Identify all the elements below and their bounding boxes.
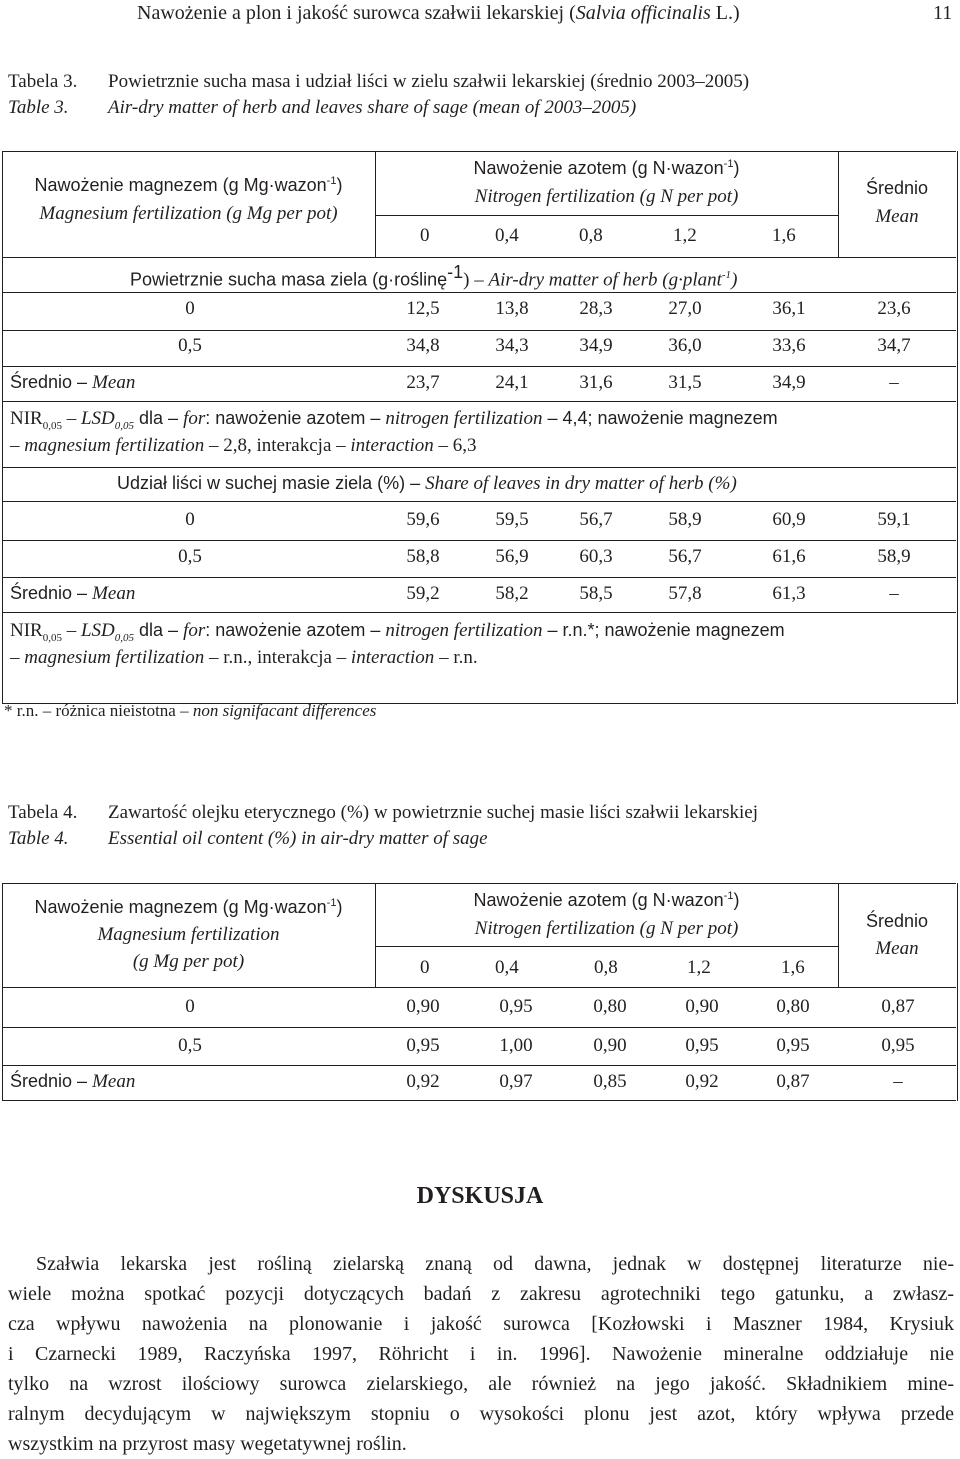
table4-n-subheader-rule: [375, 946, 838, 947]
table4-mg-header-en-2: (g Mg per pot): [132, 951, 245, 972]
table3-s1-r0-v3: 27,0: [668, 298, 702, 319]
paragraph-line: cza wpływu nawożenia na plonowanie i jakość surowca [Kozłowski i Maszner 1984, Krysiuk: [8, 1313, 954, 1335]
table3-rule-9: [2, 540, 956, 541]
table3-n-header-pl: Nawożenie azotem (g N·wazon$^{-1}$): [473, 158, 740, 178]
paragraph-line: ralnym decydującym w największym stopniu o wysokości plonu jest azot, który wpływa przede: [8, 1403, 954, 1425]
table4-r1-v0: 0,95: [406, 1035, 440, 1056]
table3-s1-r1-v0: 34,8: [406, 335, 440, 356]
running-title: Nawożenie a plon i jakość surowca szałwii lekarskiej (: [137, 2, 576, 24]
table3-s2-r1-v1: 56,9: [495, 546, 529, 567]
paragraph-line: tylko na wzrost ilościowy surowca zielarskiego, ale również na jego jakość. Składnikiem mine-: [8, 1373, 954, 1395]
table4-vline-right: [838, 883, 839, 987]
table3-s1-r1-v4: 33,6: [772, 335, 806, 356]
table3-s1-mean-label: Średnio – Mean: [10, 372, 136, 393]
table3-s1-r1-v3: 36,0: [668, 335, 702, 356]
running-header: [137, 2, 740, 25]
table4-rule-4: [2, 1065, 956, 1066]
table3-n-level-2: 0,8: [579, 225, 603, 246]
table3-mg-header-en: Magnesium fertilization (g Mg per pot): [39, 203, 338, 224]
table3-section1-title: Powietrznie sucha masa ziela (g·roślinę$^{-1}$) – Air-dry matter of herb (g·plant$^{-1}$): [130, 262, 738, 291]
table3-vline-right: [838, 151, 839, 258]
table4-mean-v2: 0,85: [593, 1071, 627, 1092]
table3-s2-mean-v2: 58,5: [579, 583, 613, 604]
table4-r1-v3: 0,95: [685, 1035, 719, 1056]
table4-r1-v1: 1,00: [499, 1035, 533, 1056]
table3-s2-r0-v1: 59,5: [495, 509, 529, 530]
table3-s1-r1-v2: 34,9: [579, 335, 613, 356]
table3-s1-r1-v1: 34,3: [495, 335, 529, 356]
table4-bottom-rule: [2, 1100, 956, 1101]
table4-mean-v0: 0,92: [406, 1071, 440, 1092]
table4-r0-mg: 0: [185, 996, 195, 1017]
table3-lsd1-line1: $NIR_{0,05} - LSD_{0,05}$ dla – for: nawożenie azotem – nitrogen fertilization – 4,4; nawożenie magnezem: [10, 408, 778, 432]
table4-label-en: Table 4.: [8, 828, 69, 849]
table3-s2-mean-v4: 61,3: [772, 583, 806, 604]
table3-rule-11: [2, 612, 956, 613]
table3-s1-r0-v1: 13,8: [495, 298, 529, 319]
table3-s1-mean-mean: –: [889, 372, 899, 393]
table4-n-level-0: 0: [420, 957, 430, 978]
table3-s1-r1-mean: 34,7: [877, 335, 911, 356]
table4-r1-v4: 0,95: [776, 1035, 810, 1056]
table4-rule-3: [2, 1027, 956, 1028]
table3-s1-r0-mean: 23,6: [877, 298, 911, 319]
table3-rule-10: [2, 577, 956, 578]
table3-s1-mean-v4: 34,9: [772, 372, 806, 393]
table4-n-header-pl: Nawożenie azotem (g N·wazon$^{-1}$): [473, 890, 740, 910]
table4-mean-v3: 0,92: [685, 1071, 719, 1092]
table3-rule-6: [2, 401, 956, 402]
discussion-paragraph: [8, 1249, 954, 1459]
table4-top-rule: [2, 883, 956, 884]
table3-top-rule: [2, 151, 956, 152]
table3-lsd1-line2: – magnesium fertilization – 2,8, interakcja – interaction – 6,3: [10, 435, 477, 456]
table4-mg-header-pl: Nawożenie magnezem (g Mg·wazon$^{-1}$): [34, 897, 343, 917]
table3-rule-8: [2, 501, 956, 502]
page-number: 11: [933, 2, 953, 24]
table4-r0-v1: 0,95: [499, 996, 533, 1017]
table4-n-level-2: 0,8: [594, 957, 618, 978]
table3-s1-r0-v2: 28,3: [579, 298, 613, 319]
table4-mean-header-pl: Średnio: [865, 911, 929, 931]
table3-s2-r0-v3: 58,9: [668, 509, 702, 530]
table3-lsd2-line1: $NIR_{0,05} - LSD_{0,05}$ dla – for: nawożenie azotem – nitrogen fertilization – r.n.*; nawożenie magnezem: [10, 620, 785, 644]
table3-s1-mean-v1: 24,1: [495, 372, 529, 393]
table4-caption-en: Essential oil content (%) in air-dry matter of sage: [108, 828, 488, 849]
table4-mean-header-en: Mean: [875, 938, 919, 959]
table3-n-subheader-rule: [375, 215, 838, 216]
table3-s1-mean-v0: 23,7: [406, 372, 440, 393]
table4-n-level-1: 0,4: [495, 957, 519, 978]
table4-r0-v2: 0,80: [593, 996, 627, 1017]
table4-n-level-3: 1,2: [687, 957, 711, 978]
table4-r1-mean: 0,95: [881, 1035, 915, 1056]
table4-r1-v2: 0,90: [593, 1035, 627, 1056]
table3-s1-r0-v4: 36,1: [772, 298, 806, 319]
table4-n-level-4: 1,6: [781, 957, 805, 978]
table3-s2-r0-v0: 59,6: [406, 509, 440, 530]
table3-s2-r0-v2: 56,7: [579, 509, 613, 530]
table4-r0-v4: 0,80: [776, 996, 810, 1017]
table3-s2-mean-v1: 58,2: [495, 583, 529, 604]
table4-rule-2: [2, 987, 956, 988]
table3-rule-5: [2, 366, 956, 367]
table3-s2-mean-mean: –: [889, 583, 899, 604]
table3-n-level-0: 0: [420, 225, 430, 246]
table3-caption-pl: Powietrznie sucha masa i udział liści w zielu szałwii lekarskiej (średnio 2003–2005): [108, 71, 750, 92]
table3-mean-header-en: Mean: [875, 206, 919, 227]
table3-rule-2: [2, 257, 956, 258]
paragraph-line: Szałwia lekarska jest rośliną zielarską znaną od dawna, jednak w dostępnej literaturze nie-: [36, 1253, 954, 1275]
table3-s2-r1-v4: 61,6: [772, 546, 806, 567]
table4-r0-v3: 0,90: [685, 996, 719, 1017]
paragraph-line: i Czarnecki 1989, Raczyńska 1997, Röhricht i in. 1996]. Nawożenie mineralne oddziałuje nie: [8, 1343, 954, 1365]
table3-s2-mean-v3: 57,8: [668, 583, 702, 604]
table3-s1-r0-mg: 0: [185, 298, 195, 319]
table4-caption-pl: Zawartość olejku eterycznego (%) w powietrznie suchej masie liści szałwii lekarskiej: [108, 802, 758, 823]
table3-s2-r1-mg: 0,5: [178, 546, 202, 567]
table4-r0-mean: 0,87: [881, 996, 915, 1017]
table3-caption-en: Air-dry matter of herb and leaves share of sage (mean of 2003–2005): [108, 97, 637, 118]
running-title-species: Salvia officinalis: [575, 2, 711, 24]
table3-rule-3: [2, 292, 956, 293]
table4-mean-label: Średnio – Mean: [10, 1071, 136, 1092]
paragraph-line: wiele można spotkać pozycji dotyczących badań z zakresu agrotechniki tego gatunku, a zwłasz-: [8, 1283, 954, 1305]
table3-mg-header-pl: Nawożenie magnezem (g Mg·wazon$^{-1}$): [34, 175, 343, 195]
table4-mean-v4: 0,87: [776, 1071, 810, 1092]
table3-n-level-4: 1,6: [772, 225, 796, 246]
table4-n-header-en: Nitrogen fertilization (g N per pot): [474, 918, 739, 939]
table3-s1-mean-v2: 31,6: [579, 372, 613, 393]
table4-mean-v1: 0,97: [499, 1071, 533, 1092]
paragraph-line: wszystkim na przyrost masy wegetatywnej roślin.: [8, 1433, 407, 1455]
table3-lsd2-line2: – magnesium fertilization – r.n., interakcja – interaction – r.n.: [10, 647, 478, 668]
table4-label-pl: Tabela 4.: [8, 802, 78, 823]
section-heading: DYSKUSJA: [416, 1183, 544, 1209]
table3-n-level-3: 1,2: [673, 225, 697, 246]
table3-n-level-1: 0,4: [495, 225, 519, 246]
table3-s2-r1-mean: 58,9: [877, 546, 911, 567]
table3-s2-r0-v4: 60,9: [772, 509, 806, 530]
table4-mean-mean: –: [893, 1071, 903, 1092]
table3-footnote: * r.n. – różnica nieistotna – non signifacant differences: [4, 701, 377, 720]
table3-s1-mean-v3: 31,5: [668, 372, 702, 393]
table4-mg-header-en-1: Magnesium fertilization: [97, 924, 280, 945]
table3-s2-r1-v2: 60,3: [579, 546, 613, 567]
table3-label-en: Table 3.: [8, 97, 69, 118]
table3-s1-r1-mg: 0,5: [178, 335, 202, 356]
running-title-end: L.): [710, 2, 740, 24]
table3-mean-header-pl: Średnio: [865, 178, 929, 198]
table4-r1-mg: 0,5: [178, 1035, 202, 1056]
table4-r0-v0: 0,90: [406, 996, 440, 1017]
table3-rule-4: [2, 330, 956, 331]
table3-s2-mean-label: Średnio – Mean: [10, 583, 136, 604]
table3-label-pl: Tabela 3.: [8, 71, 78, 92]
table3-section2-title: Udział liści w suchej masie ziela (%) – Share of leaves in dry matter of herb (%): [117, 473, 737, 494]
table3-n-header-en: Nitrogen fertilization (g N per pot): [474, 186, 739, 207]
table3-s2-r0-mean: 59,1: [877, 509, 911, 530]
table3-rule-7: [2, 467, 956, 468]
table3-s2-mean-v0: 59,2: [406, 583, 440, 604]
table3-s2-r1-v0: 58,8: [406, 546, 440, 567]
table3-s2-r1-v3: 56,7: [668, 546, 702, 567]
table3-s1-r0-v0: 12,5: [406, 298, 440, 319]
table3-s2-r0-mg: 0: [185, 509, 195, 530]
